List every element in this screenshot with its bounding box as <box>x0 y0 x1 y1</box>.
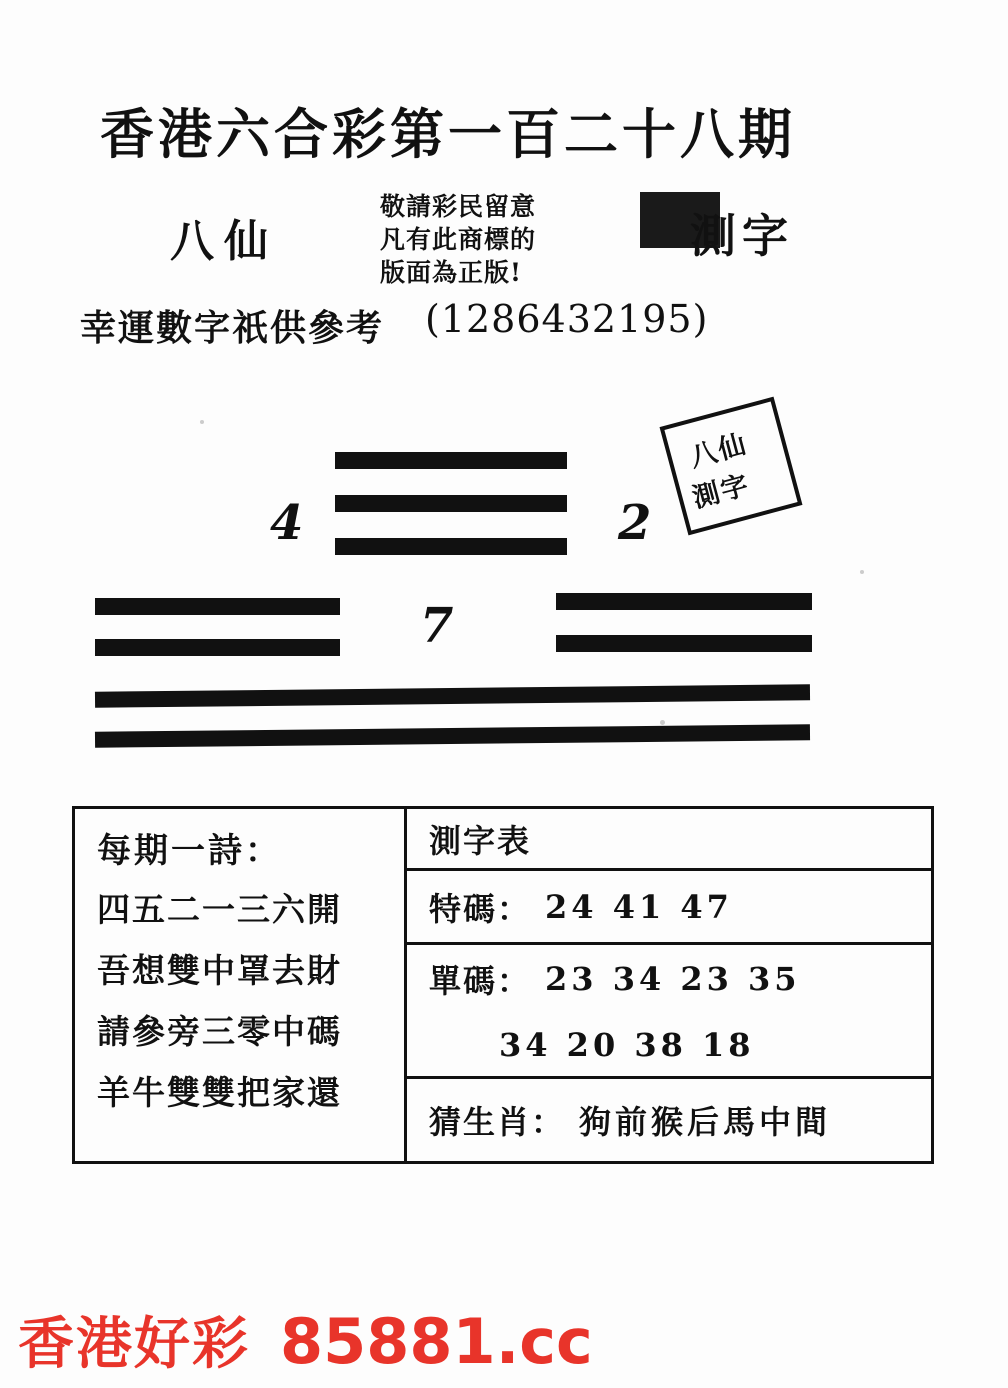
table-row-zodiac <box>407 1079 931 1161</box>
row-values: 23 34 23 35 <box>545 960 801 998</box>
scan-speck <box>200 420 204 424</box>
subtitle-left: 八仙 <box>170 216 278 267</box>
poem-line: 吾想雙中罩去財 <box>97 951 342 990</box>
row-values: 34 20 38 18 <box>499 1025 755 1064</box>
figure-bar <box>95 639 340 656</box>
authenticity-notice <box>380 190 630 289</box>
lucky-number-label: 幸運數字祇供參考 <box>80 307 385 349</box>
figure-number-center: 7 <box>420 598 454 654</box>
poem-title: 每期一詩： <box>97 831 282 871</box>
stamp-line-2: 測字 <box>689 469 754 515</box>
prediction-table <box>72 806 934 1164</box>
table-row-special <box>407 871 931 945</box>
figure-bar <box>335 452 567 469</box>
brand-title: 測字 <box>690 209 794 263</box>
lucky-number-values: (1286432195) <box>425 297 709 341</box>
figure-bar <box>556 593 812 610</box>
figure-bar <box>95 724 810 747</box>
notice-line-3: 版面為正版! <box>380 258 522 287</box>
scan-speck <box>860 570 864 574</box>
row-label: 猜生肖： <box>429 1103 566 1141</box>
row-label: 特碼： <box>429 889 532 928</box>
figure-bar <box>335 538 567 555</box>
poem-line: 四五二一三六開 <box>97 890 342 929</box>
row-label: 單碼： <box>429 962 532 1000</box>
footer-site-url: 85881.cc <box>280 1305 593 1378</box>
figure-bar <box>556 635 812 652</box>
table-row-single-cont <box>407 1013 931 1079</box>
figure-bar <box>95 684 810 707</box>
figure-bar <box>95 598 340 615</box>
poem-line: 羊牛雙雙把家還 <box>97 1073 342 1112</box>
notice-line-2: 凡有此商標的 <box>380 225 537 254</box>
figure-bar <box>335 495 567 512</box>
numbers-column <box>407 809 931 1161</box>
page-title: 香港六合彩第一百二十八期 <box>100 102 796 166</box>
poem-column <box>75 809 407 1161</box>
authenticity-stamp <box>660 397 803 536</box>
chart-title <box>407 809 931 871</box>
footer-brand: 香港好彩 <box>18 1312 250 1377</box>
notice-line-1: 敬請彩民留意 <box>380 192 537 221</box>
scan-speck <box>660 720 665 725</box>
figure-number-right: 2 <box>618 495 652 551</box>
row-values: 24 41 47 <box>545 887 733 926</box>
trigram-figure <box>0 390 1008 770</box>
row-values: 狗前猴后馬中間 <box>579 1103 832 1141</box>
chart-title-label: 測字表 <box>429 821 532 860</box>
table-row-single <box>407 945 931 1013</box>
poem-line: 請參旁三零中碼 <box>97 1012 342 1051</box>
footer-watermark <box>18 1300 593 1380</box>
stamp-line-1: 八仙 <box>686 428 751 474</box>
figure-number-left: 4 <box>270 495 304 551</box>
